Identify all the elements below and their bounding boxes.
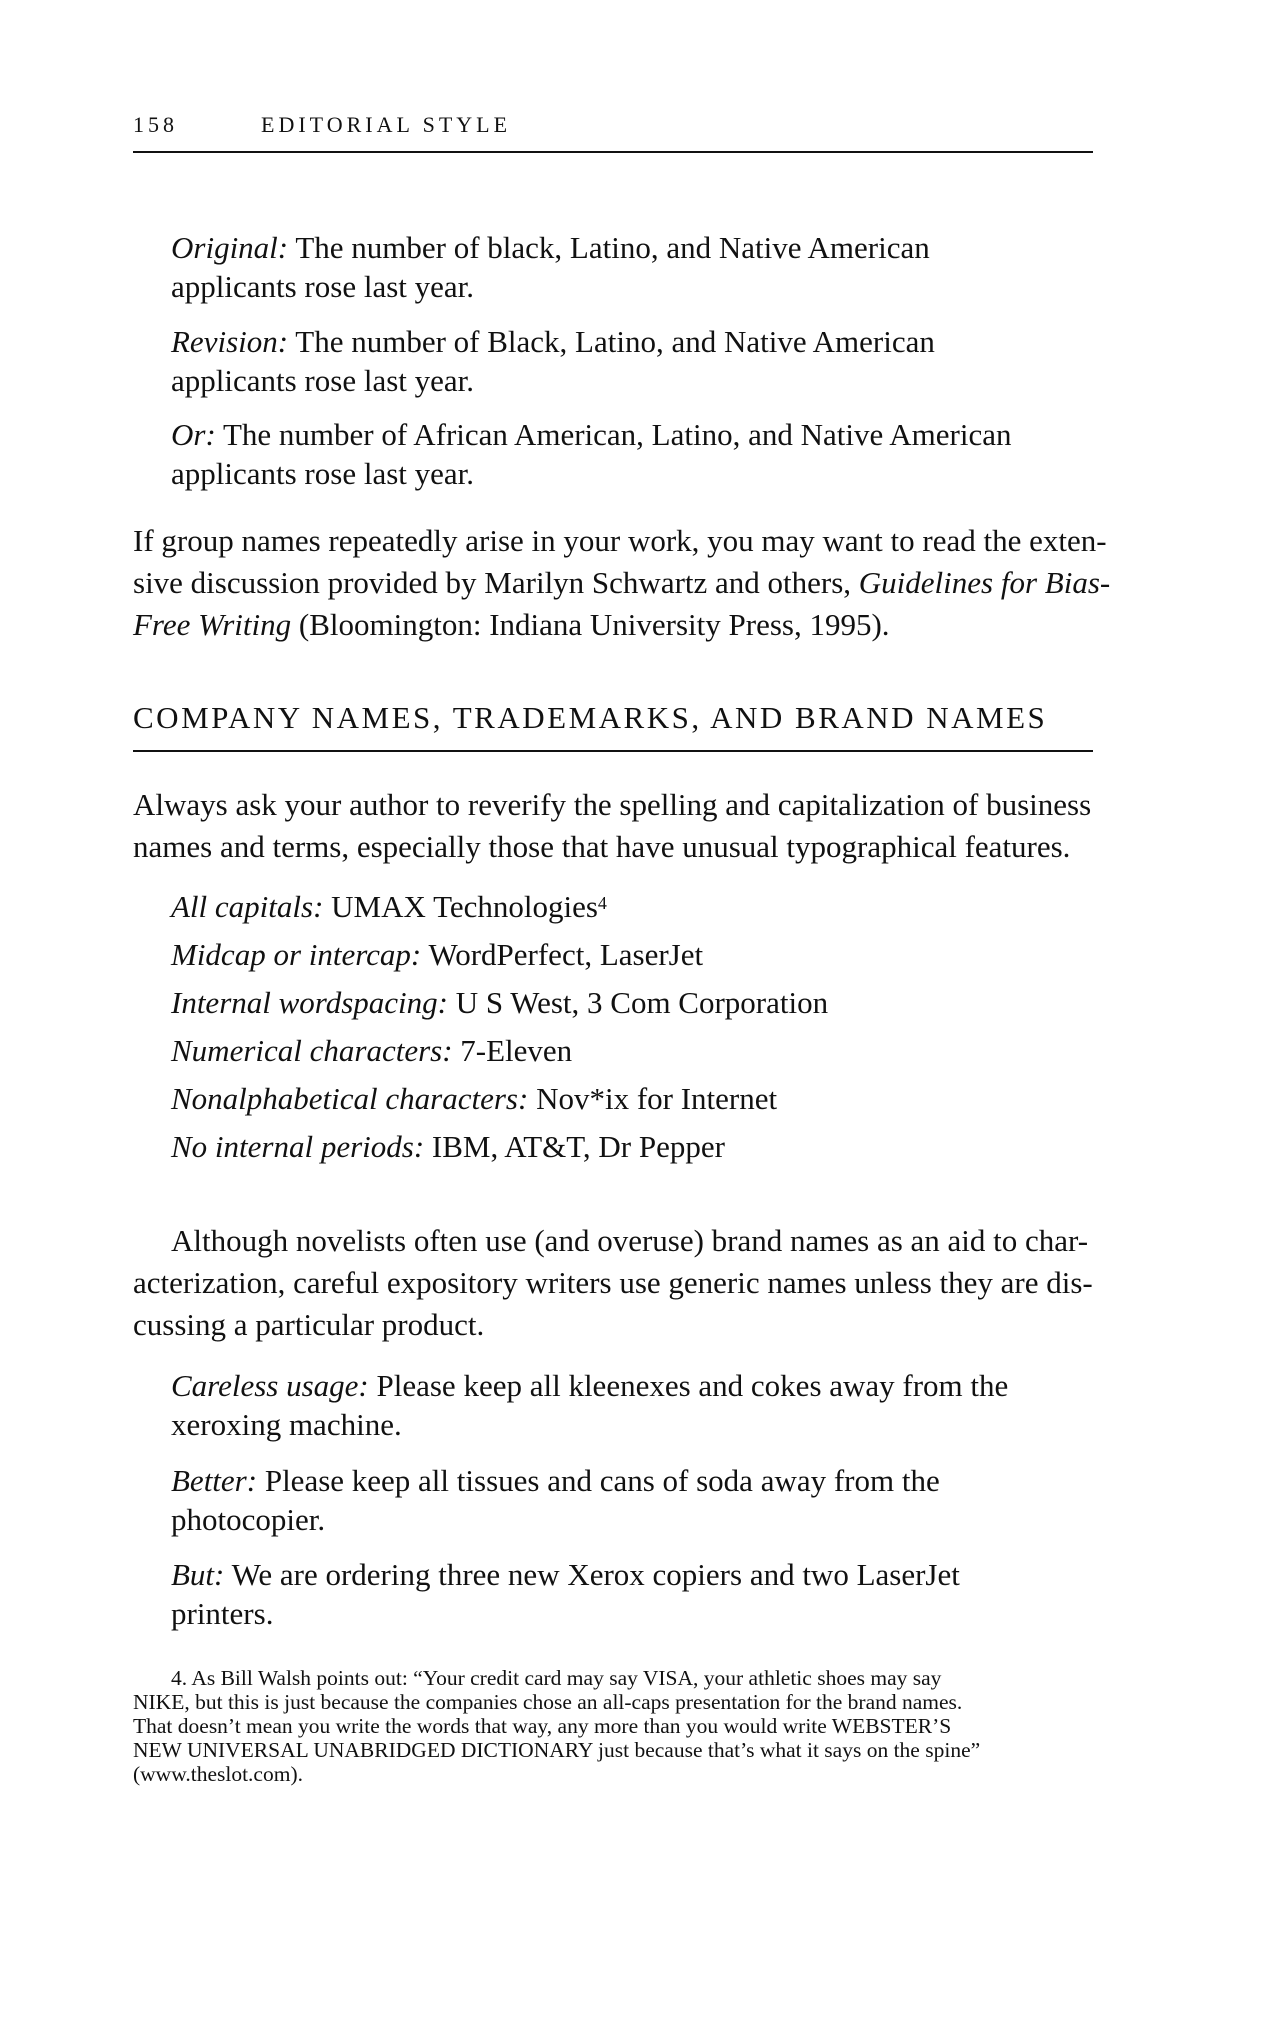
footnote-line: That doesn’t mean you write the words that way, any more than you would write WEBSTER’S [133, 1714, 952, 1738]
list-item-label: Nonalphabetical characters: [171, 1081, 529, 1116]
list-item-label: Internal wordspacing: [171, 985, 448, 1020]
paragraph-brand-names [171, 1220, 1093, 1262]
example-text-continued: xeroxing machine. [171, 1407, 402, 1442]
header-rule [133, 151, 1093, 153]
example-text: The number of black, Latino, and Native American [295, 230, 930, 265]
list-item-text: U S West, 3 Com Corporation [447, 985, 829, 1020]
running-title: EDITORIAL STYLE [261, 112, 512, 137]
para-line: acterization, careful expository writers use generic names unless they are dis- [133, 1265, 1093, 1300]
paragraph-brand-names-cont [133, 1262, 1093, 1346]
list-item [171, 883, 1071, 931]
list-item [171, 1123, 1071, 1171]
list-item-label: Midcap or intercap: [171, 937, 422, 972]
paragraph-group-names [133, 520, 1111, 646]
section-rule [133, 750, 1093, 752]
book-title-italic: Free Writing [133, 607, 292, 642]
list-item-label: Numerical characters: [171, 1033, 453, 1068]
example-original [171, 228, 1071, 306]
running-head [133, 112, 1093, 138]
example-label: Original: [171, 230, 289, 265]
list-item [171, 1075, 1071, 1123]
para-line: If group names repeatedly arise in your work, you may want to read the exten- [133, 523, 1107, 558]
footnote-line: 4. As Bill Walsh points out: “Your credit card may say VISA, your athletic shoes may say [171, 1666, 942, 1690]
example-text: Please keep all kleenexes and cokes away from the [376, 1368, 1009, 1403]
footnote [133, 1666, 1093, 1786]
footnote-line: NIKE, but this is just because the companies chose an all-caps presentation for the brand names. [133, 1690, 963, 1714]
example-text: We are ordering three new Xerox copiers and two LaserJet [231, 1557, 960, 1592]
list-item-text: WordPerfect, LaserJet [421, 937, 704, 972]
list-item-label: No internal periods: [171, 1129, 425, 1164]
example-text: The number of African American, Latino, and Native American [222, 417, 1012, 452]
example-but [171, 1555, 1071, 1633]
example-text-continued: printers. [171, 1596, 274, 1631]
example-careless-usage [171, 1366, 1071, 1444]
example-text: Please keep all tissues and cans of soda away from the [264, 1463, 940, 1498]
footnote-ref: 4 [597, 893, 607, 913]
example-text-continued: applicants rose last year. [171, 456, 475, 491]
list-item-label: All capitals: [171, 889, 324, 924]
para-text: sive discussion provided by Marilyn Schwartz and others, [133, 565, 859, 600]
example-label: Or: [171, 417, 216, 452]
example-label: Careless usage: [171, 1368, 369, 1403]
list-item-text: Nov*ix for Internet [528, 1081, 778, 1116]
para-line [133, 562, 1111, 604]
example-text-continued: applicants rose last year. [171, 269, 475, 304]
footnote-line: (www.theslot.com). [133, 1762, 303, 1786]
example-label: Better: [171, 1463, 258, 1498]
example-text-continued: applicants rose last year. [171, 363, 475, 398]
list-item-text: 7-Eleven [452, 1033, 573, 1068]
example-label: But: [171, 1557, 225, 1592]
list-item [171, 931, 1071, 979]
example-text: The number of Black, Latino, and Native American [295, 324, 935, 359]
example-label: Revision: [171, 324, 289, 359]
example-better [171, 1461, 1071, 1539]
list-item-text: UMAX Technologies [323, 889, 598, 924]
para-line: Always ask your author to reverify the spelling and capitalization of business [133, 787, 1092, 822]
book-title-italic: Guidelines for Bias- [858, 565, 1111, 600]
list-item [171, 1027, 1071, 1075]
para-line [133, 604, 1093, 646]
list-item [171, 979, 1071, 1027]
list-item-text: IBM, AT&T, Dr Pepper [424, 1129, 725, 1164]
example-or [171, 415, 1071, 493]
para-line: cussing a particular product. [133, 1307, 485, 1342]
section-heading: COMPANY NAMES, TRADEMARKS, AND BRAND NAMES [133, 700, 1048, 735]
para-line: names and terms, especially those that have unusual typographical features. [133, 829, 1071, 864]
typography-feature-list [171, 883, 1071, 1171]
example-text-continued: photocopier. [171, 1502, 326, 1537]
footnote-line: NEW UNIVERSAL UNABRIDGED DICTIONARY just because that’s what it says on the spine” [133, 1738, 981, 1762]
example-revision [171, 322, 1071, 400]
para-line: Although novelists often use (and overuse) brand names as an aid to char- [171, 1223, 1089, 1258]
page-number: 158 [133, 112, 178, 137]
para-text: (Bloomington: Indiana University Press, 1995). [291, 607, 890, 642]
paragraph-reverify [133, 784, 1093, 868]
